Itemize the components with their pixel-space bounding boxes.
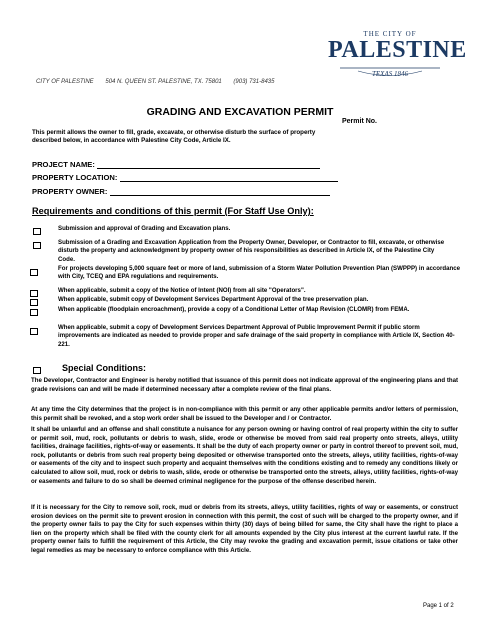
page-title: GRADING AND EXCAVATION PERMIT (146, 106, 334, 118)
special-conditions-checkbox[interactable] (33, 367, 41, 374)
page-number: Page 1 of 2 (423, 603, 454, 609)
requirement-item: When applicable (floodplain encroachment), provide a copy of a Conditional Letter of Map Revision (CLOMR) from FEMA. (58, 306, 410, 313)
requirement-item: Submission and approval of Grading and Excavation plans. (58, 225, 231, 232)
special-conditions-heading: Special Conditions: (62, 363, 147, 373)
requirement-item: When applicable, submit copy of Development Services Department Approval of the tree preservation plan. (58, 296, 369, 303)
project-name-line[interactable] (97, 160, 320, 169)
property-owner-label: PROPERTY OWNER: (32, 187, 108, 196)
property-location-line[interactable] (120, 173, 338, 182)
requirement-item: When applicable, submit a copy of Development Services Department Approval of Public Improvement Permit if public storm improvements are indicated as needed to provide proper and safe drainage of the said property in compliance with Article IX, Section 40-221. (58, 324, 455, 348)
requirement-checkbox[interactable] (30, 290, 38, 297)
paragraph: If it is necessary for the City to remove soil, rock, mud or debris from its streets, alleys, utility facilities, rights of way or easements, or construct erosion devices on the permit site to prevent erosion in connection with this permit, the cost of such will be charged to the property owner, and if the property owner fails to pay the City for such expenses within thirty (30) days of being billed for same, the City shall have the right to place a lien on the property which shall be filed with the county clerk for all amounts expended by the City plus interest at the current lawful rate. If the property owner fails to fulfill the requirement of this Article, the City may revoke the grading and excavation permit, issue citations or take other legal remedies as may be necessary to enforce compliance with this Article. (31, 504, 458, 554)
property-owner-line[interactable] (110, 187, 330, 196)
project-name-field[interactable] (32, 160, 320, 169)
project-name-label: PROJECT NAME: (32, 160, 95, 169)
requirement-item: For projects developing 5,000 square feet or more of land, submission of a Storm Water Pollution Prevention Plan (SWPPP) in accordance with City, TCEQ and EPA regulations and requirements. (58, 265, 460, 281)
paragraph: The Developer, Contractor and Engineer is hereby notified that issuance of this permit does not indicate approval of the engineering plans and that grade revisions can and will be made if determined necessary after a complete review of the final plans. (31, 377, 458, 393)
requirement-checkbox[interactable] (30, 328, 38, 335)
requirement-checkbox[interactable] (33, 228, 41, 235)
requirement-checkbox[interactable] (30, 309, 38, 316)
logo-name: PALESTINE (328, 37, 467, 63)
contact-address: 504 N. QUEEN ST. PALESTINE, TX. 75801 (105, 79, 222, 85)
requirements-heading: Requirements and conditions of this permit (For Staff Use Only): (32, 206, 314, 216)
permit-number-label: Permit No. (342, 118, 378, 125)
city-logo (328, 30, 467, 94)
requirement-checkbox[interactable] (33, 242, 41, 249)
contact-phone: (903) 731-8435 (233, 79, 275, 85)
logo-city-of: THE CITY OF (363, 30, 417, 38)
contact-org: CITY OF PALESTINE (36, 79, 94, 85)
property-location-label: PROPERTY LOCATION: (32, 173, 118, 182)
logo-subtitle: TEXAS 1846 (372, 70, 408, 78)
contact-line (36, 79, 284, 85)
requirement-item: When applicable, submit a copy of the Notice of Intent (NOI) from all site "Operators". (58, 287, 306, 294)
requirement-checkbox[interactable] (30, 299, 38, 306)
paragraph: At any time the City determines that the project is in non-compliance with this permit or any other applicable permits and/or letters of permission, this permit shall be revoked, and a stop work order shall be issued to the Developer and / or Contractor. (31, 406, 458, 422)
intro-text: This permit allows the owner to fill, grade, excavate, or otherwise disturb the surface of property described below, in accordance with Palestine City Code, Article IX. (32, 129, 316, 145)
property-location-field[interactable] (32, 173, 338, 182)
property-owner-field[interactable] (32, 187, 330, 196)
requirement-item: Submission of a Grading and Excavation Application from the Property Owner, Developer, or Contractor to fill, excavate, or otherwise disturb the property and acknowledgment by property owner of his responsibilities as described in Article IX, of the Palestine City Code. (58, 239, 445, 263)
requirement-checkbox[interactable] (30, 269, 38, 276)
paragraph: It shall be unlawful and an offense and shall constitute a nuisance for any person owning or having control of real property within the city to suffer or permit soil, mud, rock, pollutants or debris to wash, slide, erode or otherwise be moved from said real property onto streets, alleys, utility facilities, drainage facilities, rights-of-way or easements. It shall be the duty of each property owner or party in control thereof to prevent soil, mud, rock, pollutants or debris from such real property being deposited or otherwise transported onto the streets, alleys, utility facilities, rights-of-way or easements of the city and to inspect such property and acquaint themselves with the conditions existing and to remedy any conditions likely or calculated to allow soil, mud, rock or debris to wash, slide, erode or otherwise be transported onto the streets, alleys, utility facilities, rights-of-way or easements and failure to do so shall be deemed criminal negligence for the purpose of the offense described herein. (31, 426, 458, 485)
